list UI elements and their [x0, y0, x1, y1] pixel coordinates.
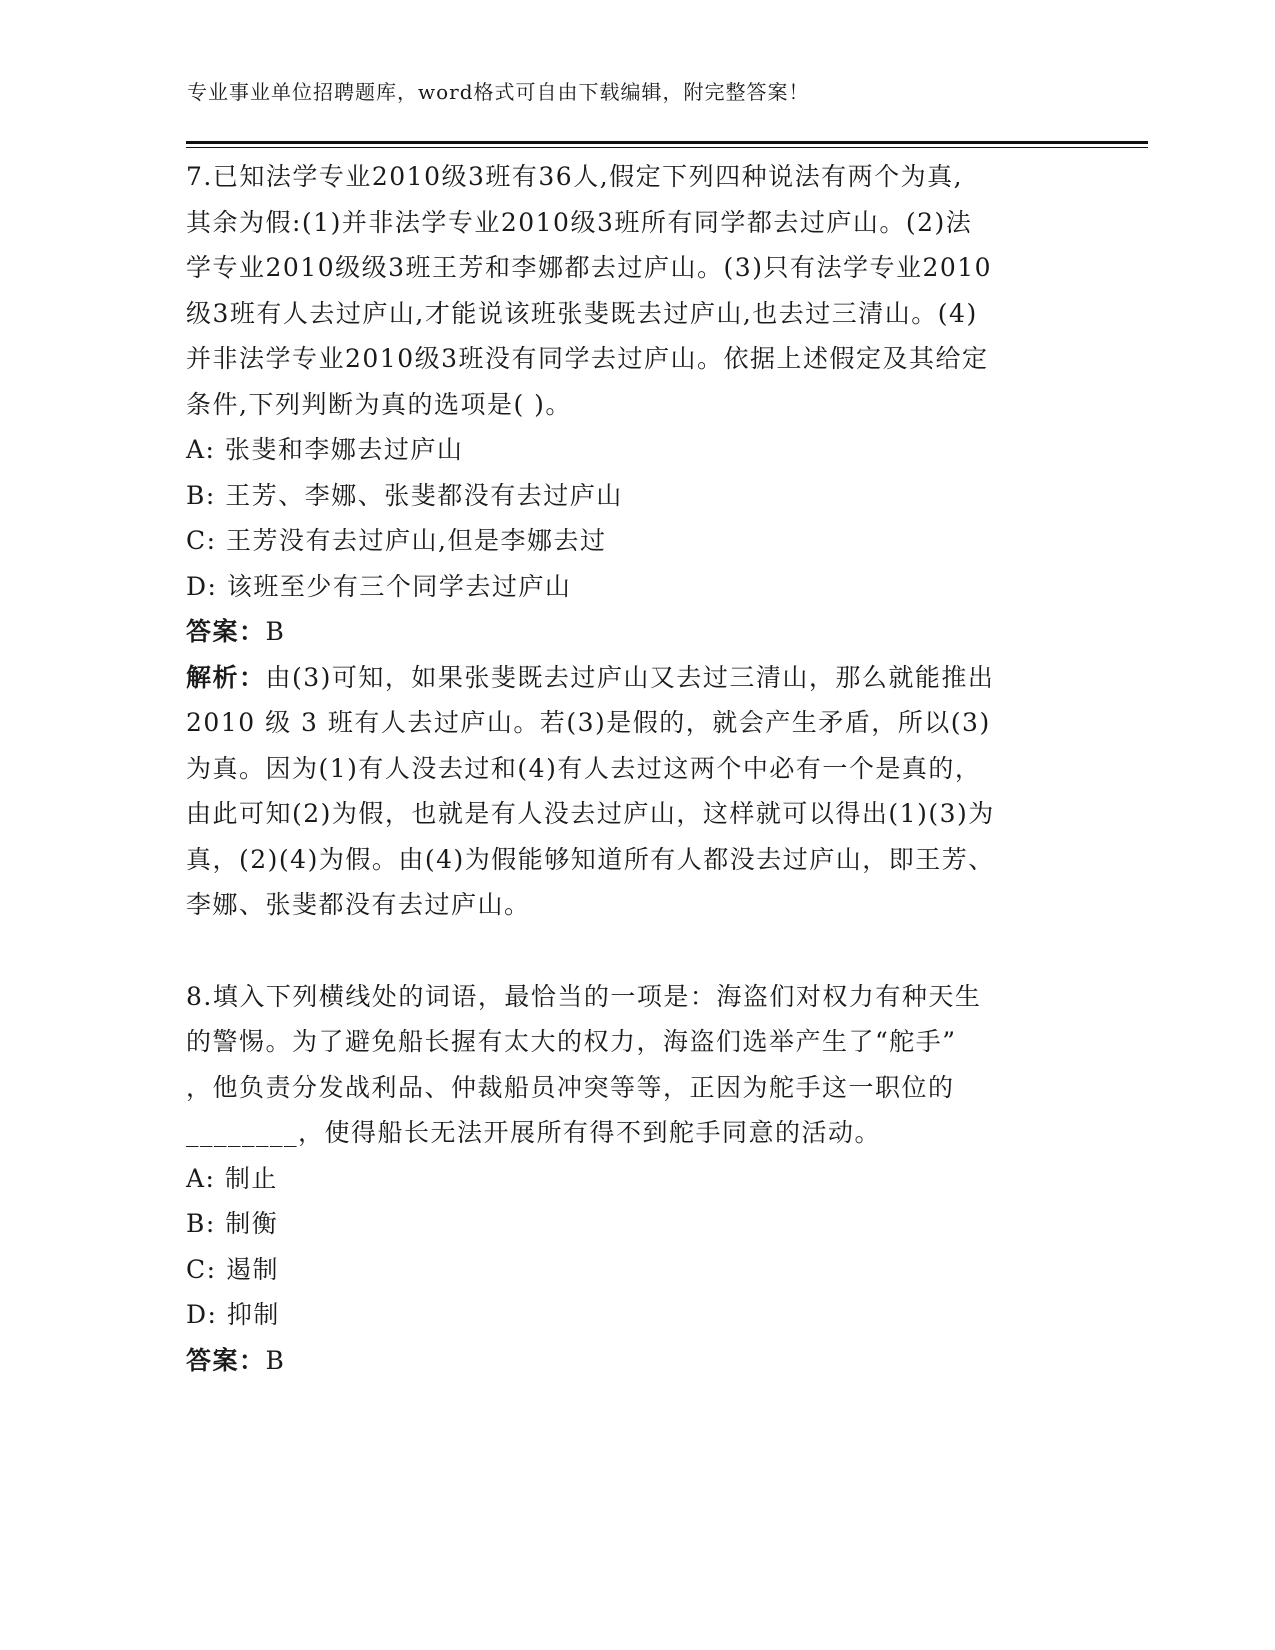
- option-c: C: 王芳没有去过庐山,但是李娜去过: [186, 526, 607, 555]
- option-d: D: 抑制: [186, 1300, 280, 1329]
- question-8: [186, 974, 1076, 1384]
- analysis-line: 真，(2)(4)为假。由(4)为假能够知道所有人都没去过庐山，即王芳、: [186, 844, 995, 874]
- analysis-text: 由(3)可知，如果张斐既去过庐山又去过三清山，那么就能推出: [265, 662, 995, 692]
- question-stem-line: 学专业2010级级3班王芳和李娜都去过庐山。(3)只有法学专业2010: [186, 253, 993, 282]
- option-b: B: 制衡: [186, 1209, 279, 1238]
- document-body: [186, 154, 1076, 1383]
- option-b: B: 王芳、李娜、张斐都没有去过庐山: [186, 480, 623, 510]
- analysis-label: 解析：: [186, 662, 266, 692]
- analysis-line: 李娜、张斐都没有去过庐山。: [186, 890, 531, 919]
- question-stem-line: 8.填入下列横线处的词语，最恰当的一项是：海盗们对权力有种天生: [186, 981, 982, 1011]
- question-stem-line: 并非法学专业2010级3班没有同学去过庐山。依据上述假定及其给定: [186, 344, 989, 373]
- answer-line: [186, 609, 1076, 655]
- option-a: A: 张斐和李娜去过庐山: [186, 435, 464, 464]
- option-c: C: 遏制: [186, 1254, 279, 1284]
- option-a: A: 制止: [186, 1163, 278, 1193]
- analysis-line: 为真。因为(1)有人没去过和(4)有人去过这两个中必有一个是真的，: [186, 753, 982, 783]
- answer-value: B: [265, 1345, 286, 1375]
- answer-label: 答案：: [186, 1345, 266, 1375]
- option-d: D: 该班至少有三个同学去过庐山: [186, 571, 572, 601]
- question-stem-line: 级3班有人去过庐山,才能说该班张斐既去过庐山,也去过三清山。(4): [186, 298, 978, 328]
- page-header: 专业事业单位招聘题库，word格式可自由下载编辑，附完整答案！: [187, 80, 810, 104]
- analysis-line: 由此可知(2)为假，也就是有人没去过庐山，这样就可以得出(1)(3)为: [186, 799, 995, 828]
- question-stem-line: 7.已知法学专业2010级3班有36人,假定下列四种说法有两个为真,: [186, 162, 964, 191]
- question-7: [186, 154, 1076, 928]
- question-stem-line: ，他负责分发战利品、仲裁船员冲突等等，正因为舵手这一职位的: [186, 1072, 955, 1102]
- question-spacer: [186, 928, 1076, 974]
- question-stem-line: 其余为假:(1)并非法学专业2010级3班所有同学都去过庐山。(2)法: [186, 207, 973, 237]
- answer-value: B: [265, 617, 286, 646]
- header-rule-thin: [186, 147, 1148, 148]
- question-stem-line: 的警惕。为了避免船长握有太大的权力，海盗们选举产生了“舵手”: [186, 1027, 957, 1056]
- analysis-line: [186, 655, 1076, 701]
- answer-label: 答案：: [186, 617, 266, 646]
- answer-line: [186, 1338, 1076, 1384]
- question-stem-line: ________，使得船长无法开展所有得不到舵手同意的活动。: [186, 1118, 882, 1147]
- header-rule-thick: [186, 141, 1148, 144]
- question-stem-line: 条件,下列判断为真的选项是( )。: [186, 389, 572, 419]
- analysis-line: 2010 级 3 班有人去过庐山。若(3)是假的，就会产生矛盾，所以(3): [186, 708, 991, 737]
